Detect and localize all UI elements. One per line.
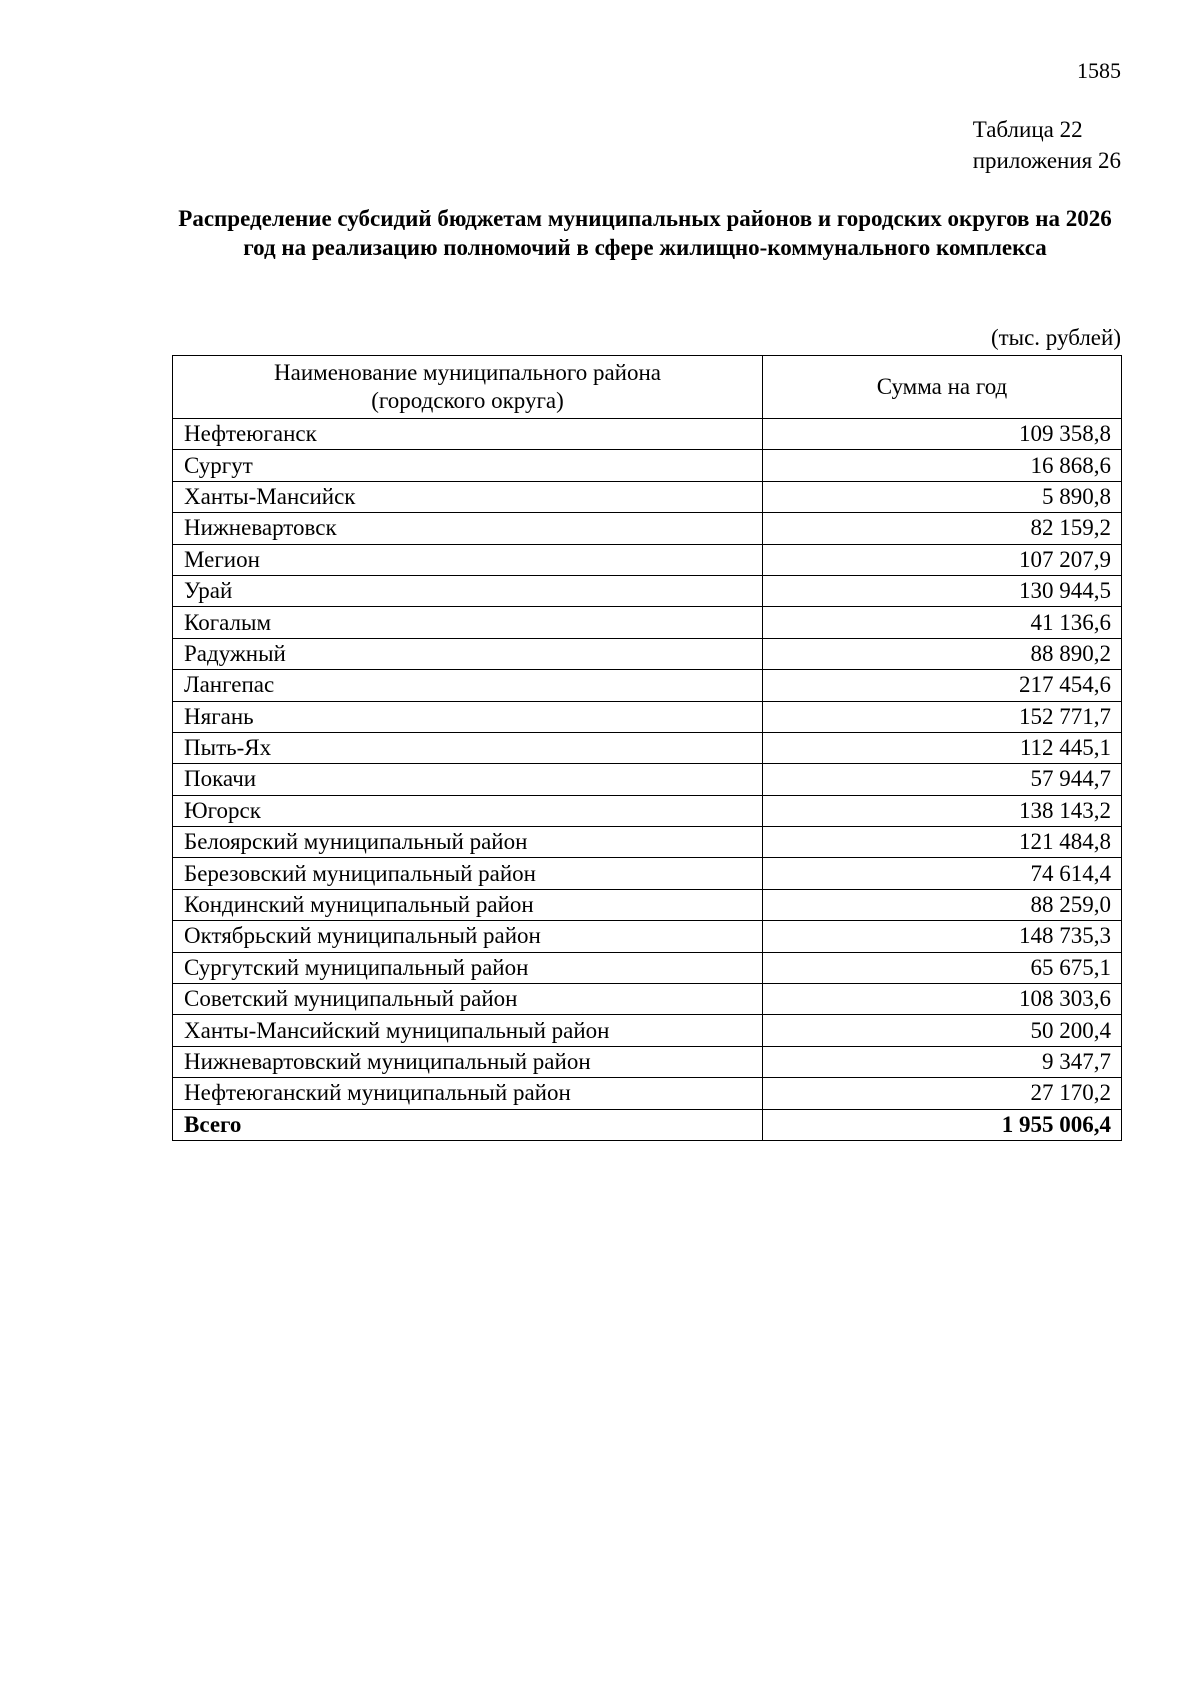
row-value-cell: 57 944,7 (763, 764, 1122, 795)
subsidy-table (172, 355, 1122, 1141)
column-header-name-line1: Наименование муниципального района (274, 360, 661, 385)
table-row (173, 1078, 1122, 1109)
row-value-cell: 121 484,8 (763, 827, 1122, 858)
row-name-cell: Когалым (173, 607, 763, 638)
table-row (173, 984, 1122, 1015)
row-name-cell: Мегион (173, 544, 763, 575)
total-value-cell: 1 955 006,4 (763, 1109, 1122, 1140)
table-row (173, 1046, 1122, 1077)
row-name-cell: Сургут (173, 450, 763, 481)
table-row (173, 670, 1122, 701)
row-value-cell: 50 200,4 (763, 1015, 1122, 1046)
column-header-sum: Сумма на год (763, 356, 1122, 419)
table-header-row (173, 356, 1122, 419)
row-name-cell: Нижневартовский муниципальный район (173, 1046, 763, 1077)
table-row (173, 921, 1122, 952)
column-header-name-line2: (городского округа) (371, 388, 564, 413)
table-row (173, 1015, 1122, 1046)
row-value-cell: 41 136,6 (763, 607, 1122, 638)
table-row (173, 827, 1122, 858)
table-row (173, 575, 1122, 606)
table-row (173, 481, 1122, 512)
row-name-cell: Березовский муниципальный район (173, 858, 763, 889)
row-value-cell: 217 454,6 (763, 670, 1122, 701)
table-row (173, 952, 1122, 983)
table-row (173, 795, 1122, 826)
table-row (173, 858, 1122, 889)
table-row (173, 701, 1122, 732)
row-value-cell: 65 675,1 (763, 952, 1122, 983)
table-row (173, 638, 1122, 669)
units-label: (тыс. рублей) (990, 325, 1121, 350)
row-value-cell: 27 170,2 (763, 1078, 1122, 1109)
table-reference-line1: Таблица 22 (972, 117, 1083, 142)
table-row (173, 889, 1122, 920)
row-name-cell: Нягань (173, 701, 763, 732)
row-value-cell: 130 944,5 (763, 575, 1122, 606)
row-name-cell: Урай (173, 575, 763, 606)
row-name-cell: Лангепас (173, 670, 763, 701)
row-name-cell: Ханты-Мансийск (173, 481, 763, 512)
row-value-cell: 5 890,8 (763, 481, 1122, 512)
row-name-cell: Покачи (173, 764, 763, 795)
column-header-name (173, 356, 763, 419)
row-value-cell: 109 358,8 (763, 419, 1122, 450)
table-row (173, 764, 1122, 795)
row-value-cell: 107 207,9 (763, 544, 1122, 575)
row-name-cell: Югорск (173, 795, 763, 826)
row-value-cell: 148 735,3 (763, 921, 1122, 952)
table-reference (973, 114, 1121, 176)
row-value-cell: 9 347,7 (763, 1046, 1122, 1077)
row-name-cell: Нефтеюганск (173, 419, 763, 450)
row-name-cell: Кондинский муниципальный район (173, 889, 763, 920)
table-row (173, 513, 1122, 544)
table-row (173, 607, 1122, 638)
row-value-cell: 88 890,2 (763, 638, 1122, 669)
row-name-cell: Ханты-Мансийский муниципальный район (173, 1015, 763, 1046)
total-row (173, 1109, 1122, 1140)
table-row (173, 544, 1122, 575)
total-label-cell: Всего (173, 1109, 763, 1140)
row-value-cell: 152 771,7 (763, 701, 1122, 732)
table-body (173, 419, 1122, 1141)
row-name-cell: Сургутский муниципальный район (173, 952, 763, 983)
table-row (173, 419, 1122, 450)
row-name-cell: Советский муниципальный район (173, 984, 763, 1015)
row-name-cell: Пыть-Ях (173, 732, 763, 763)
row-value-cell: 74 614,4 (763, 858, 1122, 889)
row-value-cell: 108 303,6 (763, 984, 1122, 1015)
row-name-cell: Радужный (173, 638, 763, 669)
row-name-cell: Нижневартовск (173, 513, 763, 544)
row-value-cell: 16 868,6 (763, 450, 1122, 481)
table-reference-line2: приложения 26 (972, 148, 1121, 173)
row-value-cell: 82 159,2 (763, 513, 1122, 544)
page-number: 1585 (1077, 58, 1121, 83)
row-value-cell: 88 259,0 (763, 889, 1122, 920)
row-name-cell: Нефтеюганский муниципальный район (173, 1078, 763, 1109)
table-row (173, 450, 1122, 481)
row-name-cell: Октябрьский муниципальный район (173, 921, 763, 952)
row-value-cell: 112 445,1 (763, 732, 1122, 763)
table-row (173, 732, 1122, 763)
row-name-cell: Белоярский муниципальный район (173, 827, 763, 858)
row-value-cell: 138 143,2 (763, 795, 1122, 826)
document-title: Распределение субсидий бюджетам муниципальных районов и городских округов на 2026 год на реализацию полномочий в сфере жилищно-коммунального комплекса (178, 206, 1112, 260)
